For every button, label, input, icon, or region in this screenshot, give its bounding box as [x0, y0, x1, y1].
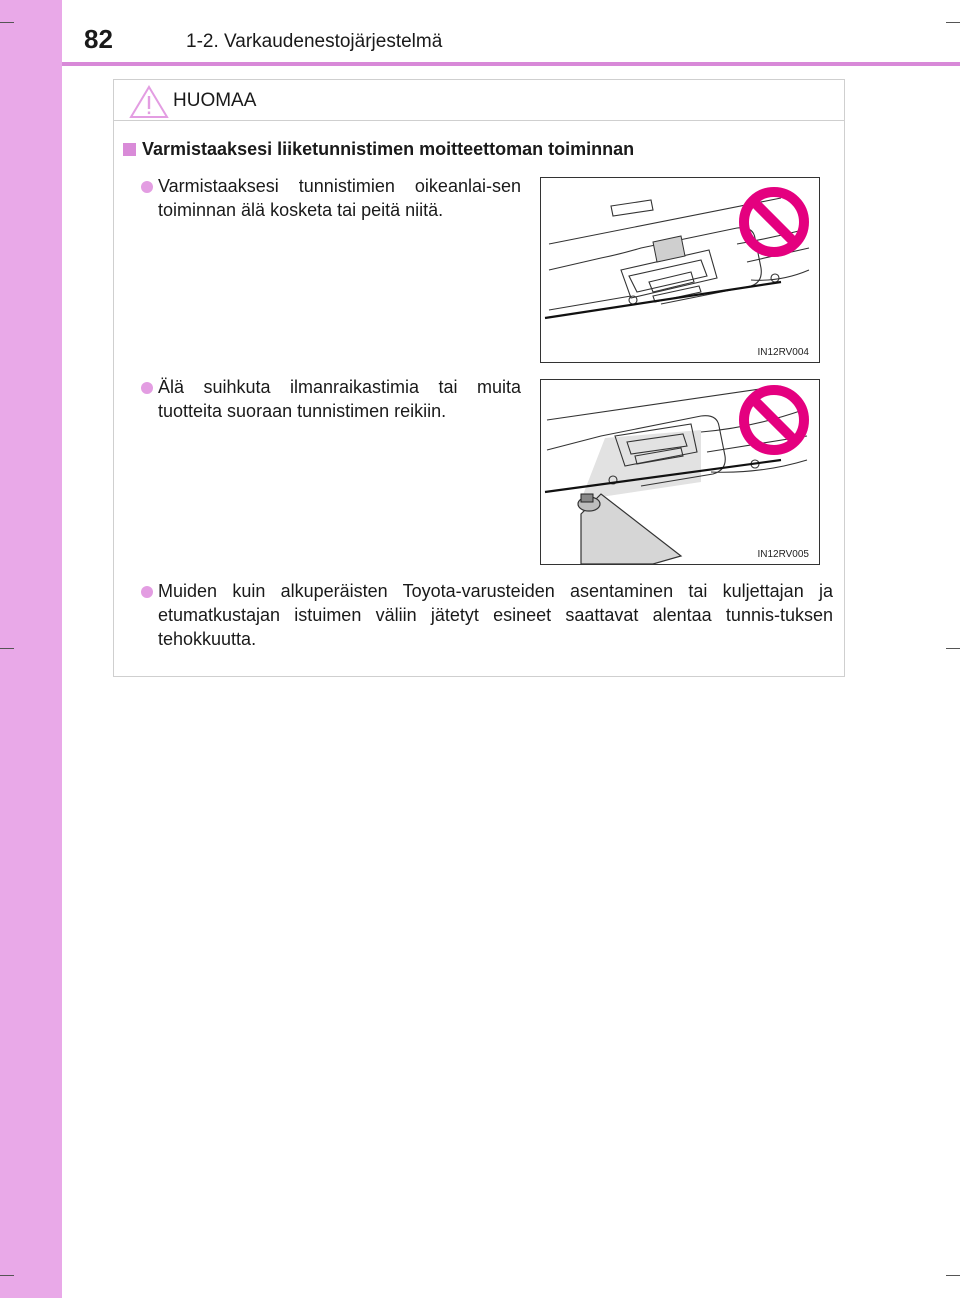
side-color-bar	[0, 0, 62, 1298]
spray-at-sensor-drawing	[541, 380, 819, 564]
crop-mark	[946, 22, 960, 23]
prohibited-icon	[744, 192, 804, 252]
notice-title: HUOMAA	[173, 90, 257, 111]
header-divider	[62, 62, 960, 66]
notice-header	[114, 80, 844, 121]
crop-mark	[0, 648, 14, 649]
crop-mark	[946, 648, 960, 649]
section-heading-text: Varmistaaksesi liiketunnistimen moitteettoman toiminnan	[142, 139, 635, 159]
list-item-2: Älä suihkuta ilmanraikastimia tai muita tuotteita suoraan tunnistimen reikiin.	[158, 377, 521, 421]
chapter-title: 1-2. Varkaudenestojärjestelmä	[186, 31, 443, 52]
crop-mark	[0, 1275, 14, 1276]
list-item-1: Varmistaaksesi tunnistimien oikeanlai-sen toiminnan älä kosketa tai peitä niitä.	[158, 176, 521, 220]
crop-mark	[946, 1275, 960, 1276]
square-bullet-icon	[123, 143, 136, 156]
page-number: 82	[84, 24, 113, 54]
notice-box	[113, 79, 845, 677]
illustration-code: IN12RV004	[757, 347, 809, 358]
warning-triangle-icon	[129, 85, 169, 119]
round-bullet-icon	[141, 586, 153, 598]
illustration-code: IN12RV005	[757, 549, 809, 560]
section-heading	[123, 139, 634, 160]
round-bullet-icon	[141, 382, 153, 394]
list-item-3: Muiden kuin alkuperäisten Toyota-varusteiden asentaminen tai kuljettajan ja etumatkustajan istuimen väliin jätetyt esineet saattavat alentaa tunnis-tuksen tehokkuutta.	[158, 581, 833, 649]
illustration-do-not-spray	[540, 379, 820, 565]
illustration-do-not-cover	[540, 177, 820, 363]
round-bullet-icon	[141, 181, 153, 193]
overhead-console-drawing	[541, 178, 819, 362]
crop-mark	[0, 22, 14, 23]
